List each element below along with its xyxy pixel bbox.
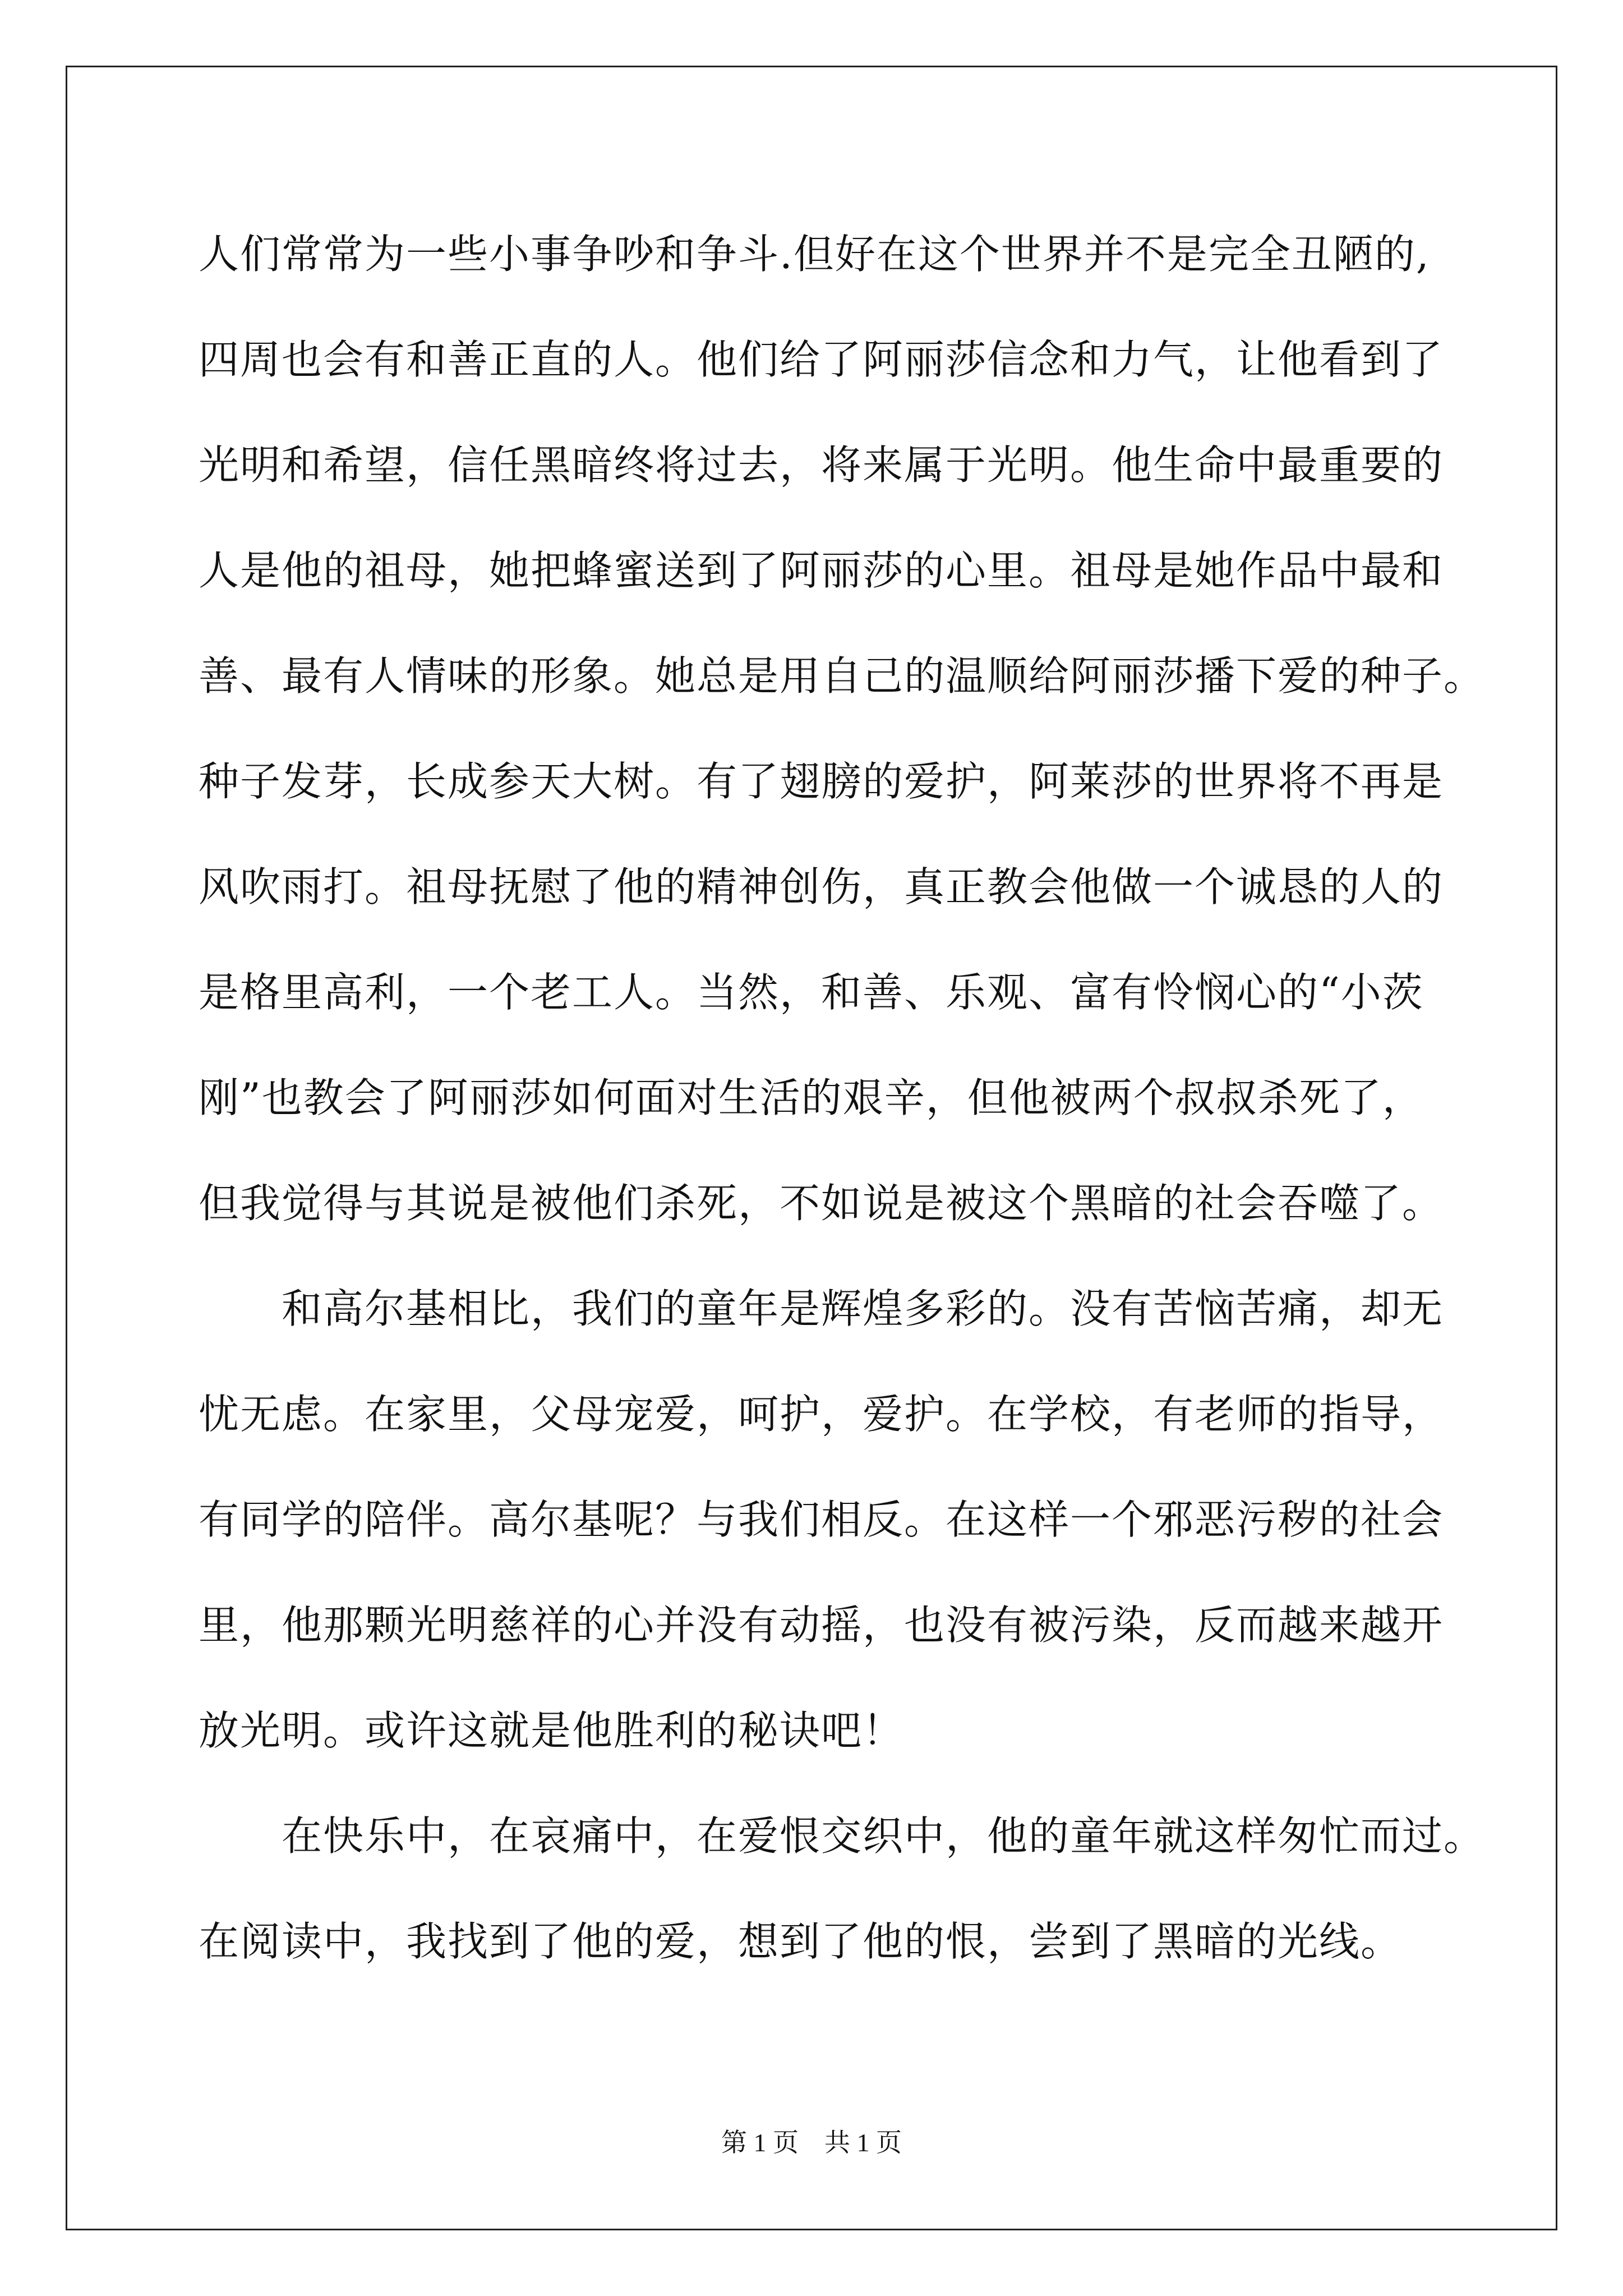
page-footer xyxy=(0,2126,1623,2160)
page-total: 共 1 页 xyxy=(824,2128,902,2157)
text-line: 忧无虑。在家里，父母宠爱，呵护，爱护。在学校，有老师的指导， xyxy=(199,1391,1444,1438)
text-line: 善、最有人情味的形象。她总是用自己的温顺给阿丽莎播下爱的种子。 xyxy=(199,652,1486,700)
text-line: 放光明。或许这就是他胜利的秘诀吧！ xyxy=(199,1707,905,1754)
text-line: 有同学的陪伴。高尔基呢？与我们相反。在这样一个邪恶污秽的社会 xyxy=(199,1496,1444,1543)
text-line: 是格里高利，一个老工人。当然，和善、乐观、富有怜悯心的“小茨 xyxy=(199,969,1424,1016)
text-line: 光明和希望，信任黑暗终将过去，将来属于光明。他生命中最重要的 xyxy=(199,441,1444,489)
page-border xyxy=(66,66,1557,2230)
text-line: 人是他的祖母，她把蜂蜜送到了阿丽莎的心里。祖母是她作品中最和 xyxy=(199,547,1444,594)
text-line: 在阅读中，我找到了他的爱，想到了他的恨，尝到了黑暗的光线。 xyxy=(199,1918,1403,1965)
text-line: 里，他那颗光明慈祥的心并没有动摇，也没有被污染，反而越来越开 xyxy=(199,1602,1444,1649)
text-line: 但我觉得与其说是被他们杀死，不如说是被这个黑暗的社会吞噬了。 xyxy=(199,1180,1444,1227)
text-line: 人们常常为一些小事争吵和争斗.但好在这个世界并不是完全丑陋的, xyxy=(199,231,1430,278)
text-line: 和高尔基相比，我们的童年是辉煌多彩的。没有苦恼苦痛，却无 xyxy=(199,1285,1444,1332)
text-line: 种子发芽，长成参天大树。有了翅膀的爱护，阿莱莎的世界将不再是 xyxy=(199,758,1444,805)
page-number: 第 1 页 xyxy=(721,2128,799,2157)
text-line: 刚”也教会了阿丽莎如何面对生活的艰辛，但他被两个叔叔杀死了， xyxy=(199,1074,1424,1121)
text-line: 在快乐中，在哀痛中，在爱恨交织中，他的童年就这样匆忙而过。 xyxy=(199,1812,1486,1860)
text-line: 四周也会有和善正直的人。他们给了阿丽莎信念和力气，让他看到了 xyxy=(199,336,1444,383)
text-line: 风吹雨打。祖母抚慰了他的精神创伤，真正教会他做一个诚恳的人的 xyxy=(199,863,1444,910)
